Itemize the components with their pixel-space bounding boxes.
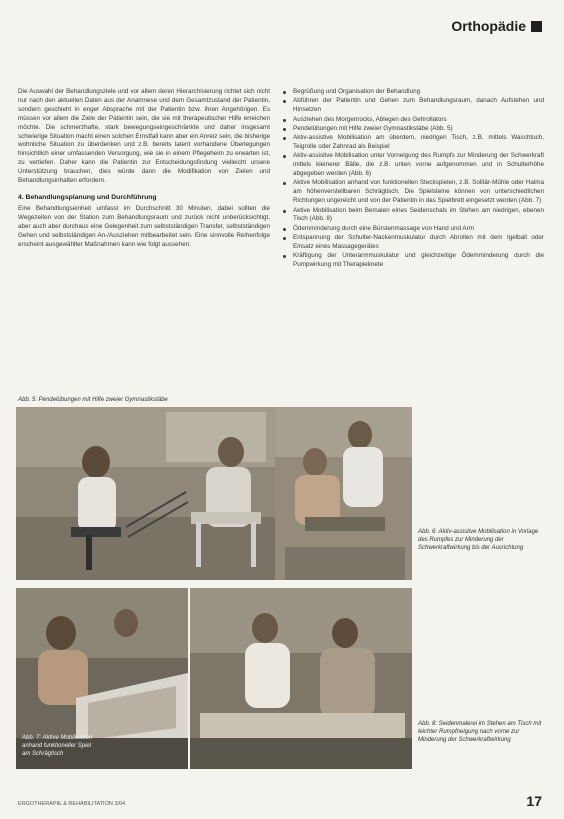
list-item-text: Aktiv-assistive Mobilisation unter Vorneigung des Rumpfs zur Minderung der Schwerkraft mittels kleinerer Bälle, die z.B. unten vorne aufgenommen und in Schulterhöhe abgegeben werden (Abb. 6) bbox=[293, 152, 544, 178]
list-item bbox=[282, 88, 544, 97]
list-item-text: Begrüßung und Organisation der Behandlung bbox=[293, 88, 421, 95]
list-item-text: Ausziehen des Morgenrocks, Ablegen des Gehrollators bbox=[293, 115, 447, 123]
bullet-icon bbox=[283, 155, 286, 158]
bullet-icon bbox=[283, 137, 286, 140]
list-item bbox=[282, 234, 544, 252]
bullet-icon bbox=[283, 128, 286, 131]
intro-paragraph: Die Auswahl der Behandlungsziele und vor allem deren Hierarchisierung richtet sich nicht nur nach den aktuellen Daten aus der Anamnese und dem Gesamtzustand der Patientin, sondern geschieht in enger Absprache mit der Patientin bzw. ihren Angehörigen. Es müssen vor allem die Ziele der Patientin sein, die sie mit therapeutischer Hilfe erreichen möchte. Die schmerzhafte, stark bewegungseingeschränkte und daher insgesamt schwierige Situation macht einen solchen Ernstfall kann aber ein Anreiz sein, die bisherige wohnliche Situation zu überdenken und z.B. bereits latent vorhandene Überlegungen hinsichtlich einer umfassenden Versorgung, wie sie in einem Pflegeheim zu erwarten ist, zu vertiefen. Daher kann die Patientin zur Entscheidungsfindung vielleicht unsere Unterstützung brauchen, dies würde dann die Modifikation von Zielen und Behandlungsinhalten erfordern. bbox=[18, 88, 270, 185]
list-item bbox=[282, 97, 544, 115]
list-item-text: Ödemminderung durch eine Bürstenmassage von Hand und Arm bbox=[293, 224, 474, 232]
list-item-text: Entspannung der Schulter-Nackenmuskulatur durch Abrollen mit dem Igelball oder Einsatz eines Massagegerätes bbox=[293, 234, 544, 250]
section-title: Orthopädie bbox=[451, 18, 526, 34]
left-text-column bbox=[18, 88, 270, 249]
page-number: 17 bbox=[526, 793, 542, 809]
bullet-icon bbox=[283, 255, 286, 258]
list-item bbox=[282, 225, 544, 234]
bullet-icon bbox=[283, 228, 286, 231]
list-item bbox=[282, 252, 544, 270]
list-item bbox=[282, 207, 544, 225]
figure-caption-6: Abb. 6: Aktiv-assistive Mobilisation in Vorlage des Rumpfes zur Minderung der Schwerkraftwirkung bis der Ausrichtung bbox=[418, 529, 539, 551]
bullet-icon bbox=[283, 210, 286, 213]
figure-caption-7: Abb. 7: Aktive Mobilisation anhand funktioneller Spiel am Schrägtisch bbox=[22, 735, 93, 757]
right-text-column bbox=[282, 88, 544, 270]
list-item-text: Aktive Mobilisation anhand von funktionellen Steckspielen, z.B. Solitär-Mühle oder Halma am höhenverstellbaren Schrägtisch. Die Spielsteine können von unterschiedlichen Richtungen ungereicht und von der Patientin in das Spielbrett eingesetzt werden (Abb. 7) bbox=[293, 179, 544, 205]
bullet-icon bbox=[283, 237, 286, 240]
photo-silk-painting bbox=[190, 588, 412, 769]
section-heading: 4. Behandlungsplanung und Durchführung bbox=[18, 193, 157, 201]
page-header bbox=[0, 0, 564, 52]
section-marker-square bbox=[531, 21, 542, 32]
journal-name: ERGOTHERAPIE & REHABILITATION 3/04 bbox=[18, 801, 126, 807]
list-item-text: Pendelübungen mit Hilfe zweier Gymnastikstäbe (Abb. 5) bbox=[293, 124, 453, 132]
bullet-icon bbox=[283, 100, 286, 103]
list-item bbox=[282, 134, 544, 152]
figure-caption-8: Abb. 8: Seidenmalerei im Stehen am Tisch mit leichter Rumpfneigung nach vorne zur Minderung der Schwerkraftwirkung bbox=[418, 721, 542, 743]
list-item bbox=[282, 125, 544, 134]
bullet-icon bbox=[283, 91, 286, 94]
figure-caption-5: Abb. 5: Pendelübungen mit Hilfe zweier Gymnastikstäbe bbox=[18, 397, 168, 403]
bullet-icon bbox=[283, 119, 286, 122]
list-item bbox=[282, 116, 544, 125]
list-item-text: Aktive Mobilisation beim Bemalen eines Seidenschals im Stehen am niedrigen, ebenen Tisch (Abb. 8) bbox=[293, 206, 544, 223]
list-item bbox=[282, 152, 544, 179]
measures-list bbox=[282, 88, 544, 270]
list-item-text: Kräftigung der Unterarmmuskulatur und gleichzeitige Ödemminderung durch die Pumpwirkung mit Therapieknete bbox=[293, 252, 544, 269]
planning-paragraph: Eine Behandlungseinheit umfasst im Durchschnitt 30 Minuten, dabei sollten die Wegezeiten von der Station zum Behandlungsraum und zurück nicht unberücksichtigt, aber auch aber durchaus eine Gelegenheit zum selbstständigen Transfer, selbstständigen Gehen und selbstständigen An-/Ausziehen mitbearbeitet sein. Eine sinnvolle Reihenfolge erscheint ausgewählter Maßnahmen kann wie folgt aussehen: bbox=[18, 204, 270, 248]
bullet-icon bbox=[283, 182, 286, 185]
list-item-text: Abführen der Patientin und Gehen zum Behandlungsraum, danach Aufstehen und Hinsetzen bbox=[293, 97, 544, 114]
list-item bbox=[282, 179, 544, 206]
list-item-text: Aktiv-assistive Mobilisation am überdem, niedrigen Tisch, z.B. mittels Waschtuch, Teigrolle oder Zahnrad als Beispiel bbox=[293, 134, 544, 150]
photo-pendulum-exercise bbox=[16, 407, 275, 580]
photo-assisted-mobilisation bbox=[275, 407, 412, 580]
